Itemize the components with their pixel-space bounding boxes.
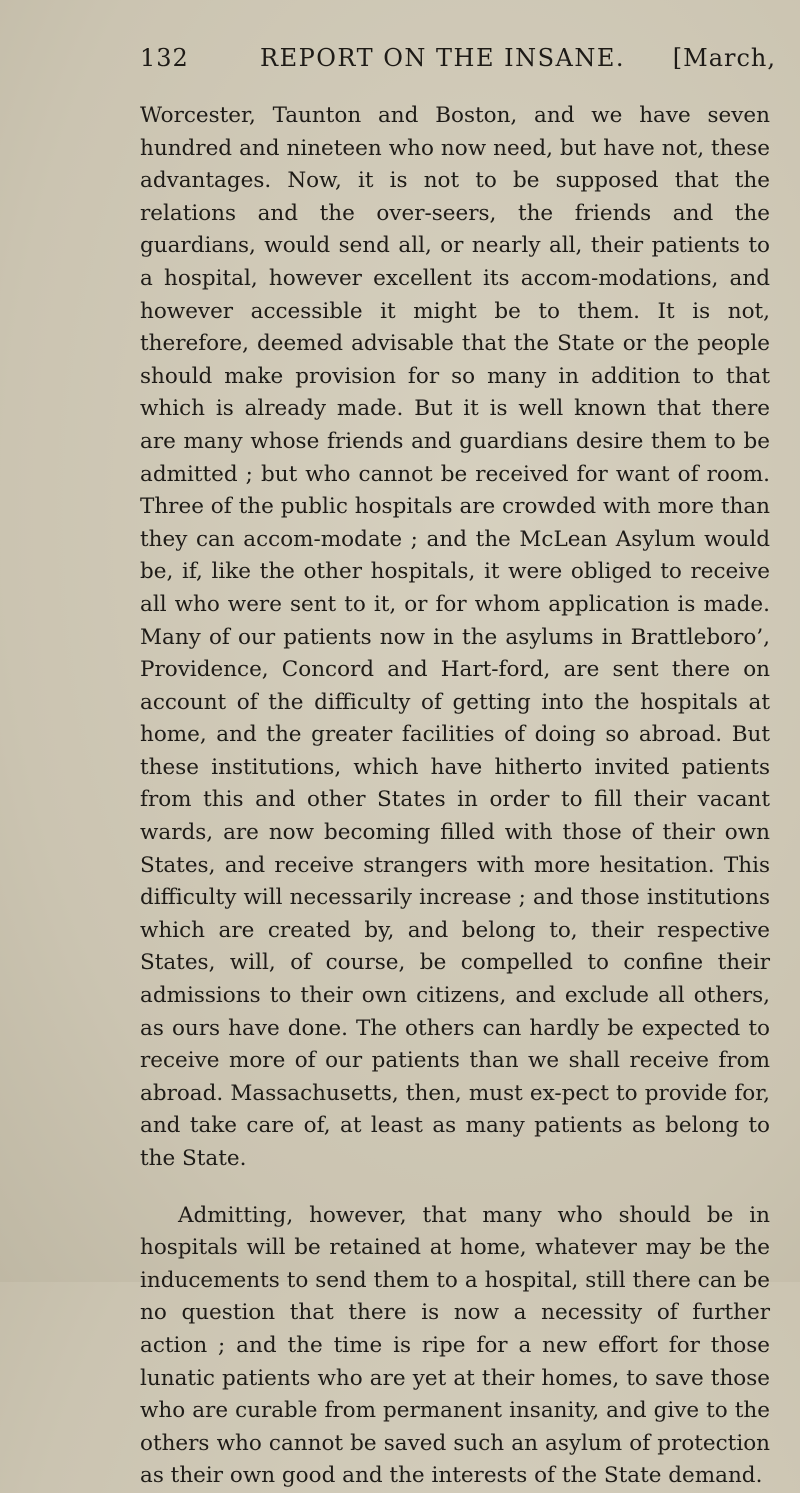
- page-number: 132: [140, 44, 189, 72]
- running-head: [140, 44, 776, 84]
- paragraph-1: Worcester, Taunton and Boston, and we have seven hundred and nineteen who now need, but have not, these advantages. Now, it is not to be supposed that the relations and the over-seers, the friends and the guardians, would send all, or nearly all, their patients to a hospital, however excellent its accom-modations, and however accessible it might be to them. It is not, therefore, deemed advisable that the State or the people should make provision for so many in addition to that which is already made. But it is well known that there are many whose friends and guardians desire them to be admitted ; but who cannot be received for want of room. Three of the public hospitals are crowded with more than they can accom-modate ; and the McLean Asylum would be, if, like the other hospitals, it were obliged to receive all who were sent to it, or for whom application is made. Many of our patients now in the asylums in Brattleboro’, Providence, Concord and Hart-ford, are sent there on account of the difficulty of getting into the hospitals at home, and the greater facilities of doing so abroad. But these institutions, which have hitherto invited patients from this and other States in order to fill their vacant wards, are now becoming filled with those of their own States, and receive strangers with more hesitation. This difficulty will necessarily increase ; and those institutions which are created by, and belong to, their respective States, will, of course, be compelled to confine their admissions to their own citizens, and exclude all others, as ours have done. The others can hardly be expected to receive more of our patients than we shall receive from abroad. Massachusetts, then, must ex-pect to provide for, and take care of, at least as many patients as belong to the State.: [140, 103, 770, 1171]
- paragraph-2: Admitting, however, that many who should be in hospitals will be retained at home, whatever may be the inducements to send them to a hospital, still there can be no question that there is now a necessity of further action ; and the time is ripe for a new effort for those lunatic patients who are yet at their homes, to save those who are curable from permanent insanity, and give to the others who cannot be saved such an asylum of protection as their own good and the interests of the State demand.: [140, 1202, 770, 1489]
- running-date: [March,: [672, 44, 776, 72]
- body-text: [140, 100, 770, 1493]
- running-title: REPORT ON THE INSANE.: [260, 44, 625, 72]
